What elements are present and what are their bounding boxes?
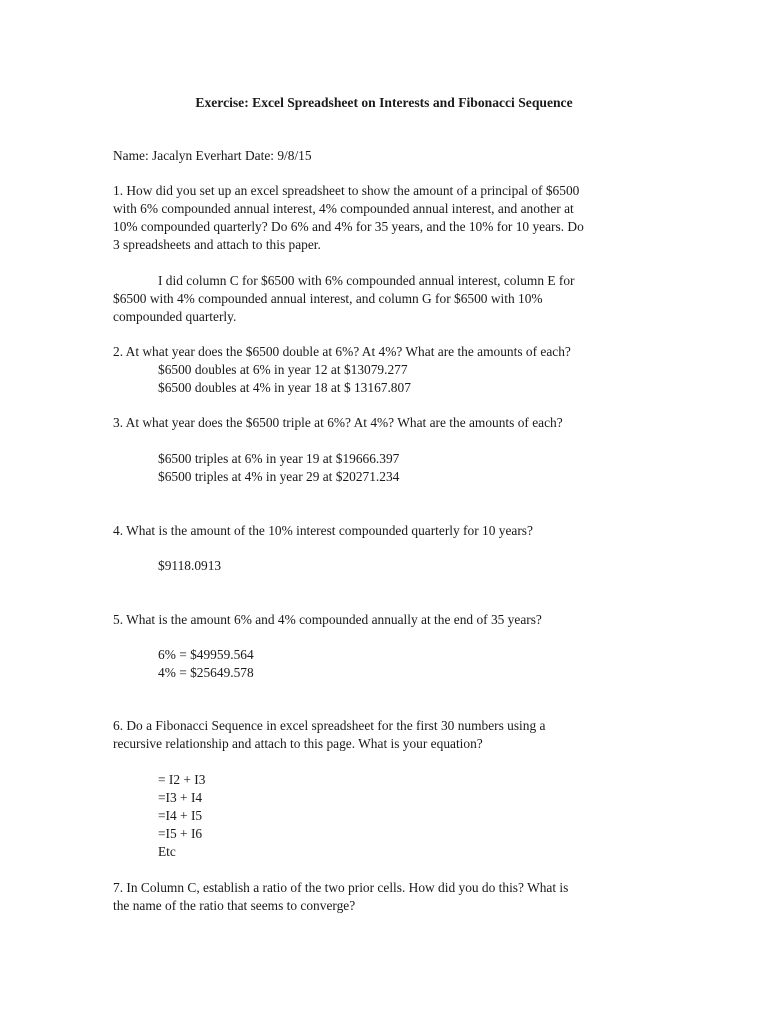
question-4-line: 4. What is the amount of the 10% interest compounded quarterly for 10 years? — [113, 523, 533, 538]
question-1-line: 1. How did you set up an excel spreadsheet to show the amount of a principal of $6500 — [113, 183, 580, 198]
name-date-line: Name: Jacalyn Everhart Date: 9/8/15 — [113, 148, 312, 163]
question-6-line: recursive relationship and attach to this page. What is your equation? — [113, 736, 483, 751]
question-1-line: 3 spreadsheets and attach to this paper. — [113, 237, 321, 252]
answer-2-line: $6500 doubles at 6% in year 12 at $13079.277 — [158, 362, 408, 377]
answer-6-line: =I5 + I6 — [158, 826, 203, 841]
document-title: Exercise: Excel Spreadsheet on Interests and Fibonacci Sequence — [195, 95, 573, 110]
answer-5-line: 4% = $25649.578 — [158, 665, 254, 680]
question-1-line: 10% compounded quarterly? Do 6% and 4% for 35 years, and the 10% for 10 years. Do — [113, 219, 584, 234]
answer-1-line: $6500 with 4% compounded annual interest, and column G for $6500 with 10% — [113, 291, 543, 306]
question-3-line: 3. At what year does the $6500 triple at 6%? At 4%? What are the amounts of each? — [113, 415, 563, 430]
answer-6-line: Etc — [158, 844, 176, 859]
answer-1-line: I did column C for $6500 with 6% compounded annual interest, column E for — [158, 273, 575, 288]
question-6-line: 6. Do a Fibonacci Sequence in excel spreadsheet for the first 30 numbers using a — [113, 718, 546, 733]
answer-1-line: compounded quarterly. — [113, 309, 237, 324]
question-1-line: with 6% compounded annual interest, 4% compounded annual interest, and another at — [113, 201, 574, 216]
answer-2-line: $6500 doubles at 4% in year 18 at $ 13167.807 — [158, 380, 411, 395]
answer-6-line: =I4 + I5 — [158, 808, 203, 823]
answer-5-line: 6% = $49959.564 — [158, 647, 254, 662]
answer-3-line: $6500 triples at 6% in year 19 at $19666.397 — [158, 451, 400, 466]
question-7-line: the name of the ratio that seems to converge? — [113, 898, 356, 913]
question-2-line: 2. At what year does the $6500 double at 6%? At 4%? What are the amounts of each? — [113, 344, 571, 359]
answer-6-line: =I3 + I4 — [158, 790, 203, 805]
answer-3-line: $6500 triples at 4% in year 29 at $20271.234 — [158, 469, 400, 484]
answer-6-line: = I2 + I3 — [158, 772, 206, 787]
question-5-line: 5. What is the amount 6% and 4% compounded annually at the end of 35 years? — [113, 612, 542, 627]
answer-4-line: $9118.0913 — [158, 558, 222, 573]
question-7-line: 7. In Column C, establish a ratio of the two prior cells. How did you do this? What is — [113, 880, 569, 895]
